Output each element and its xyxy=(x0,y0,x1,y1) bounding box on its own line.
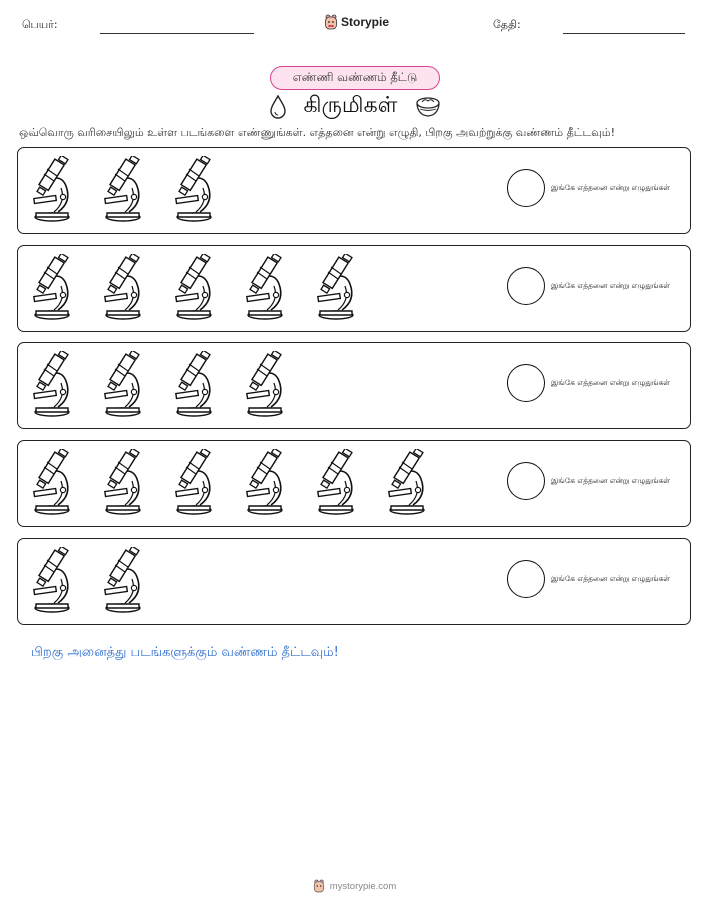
count-row xyxy=(17,147,691,234)
count-row xyxy=(17,245,691,332)
microscope-icon xyxy=(30,351,74,417)
mascot-icon xyxy=(313,879,325,893)
microscope-icon xyxy=(30,156,74,222)
answer-circle[interactable] xyxy=(507,364,545,402)
microscope-icon xyxy=(101,254,145,320)
bowl-icon xyxy=(414,95,442,119)
drop-icon xyxy=(268,94,288,120)
microscope-icon xyxy=(101,449,145,515)
count-row xyxy=(17,440,691,527)
answer-circle[interactable] xyxy=(507,169,545,207)
closing-instruction: பிறகு அனைத்து படங்களுக்கும் வண்ணம் தீட்டவும்! xyxy=(31,645,339,660)
microscope-icon xyxy=(243,449,287,515)
answer-label: இங்கே எத்தனை என்று எழுதுங்கள் xyxy=(551,183,671,192)
title-area xyxy=(0,92,709,122)
microscope-icon xyxy=(30,449,74,515)
microscope-icon xyxy=(101,156,145,222)
footer xyxy=(0,879,709,893)
microscope-icon xyxy=(101,547,145,613)
microscope-icon xyxy=(243,254,287,320)
name-label: பெயர்: xyxy=(22,18,58,31)
mascot-icon xyxy=(324,14,338,30)
footer-url: mystorypie.com xyxy=(329,880,397,892)
microscope-icon xyxy=(172,156,216,222)
date-line[interactable] xyxy=(563,33,685,34)
microscope-icon xyxy=(172,351,216,417)
microscope-icon xyxy=(243,351,287,417)
microscope-icon xyxy=(30,254,74,320)
date-label: தேதி: xyxy=(493,18,521,31)
activity-badge: எண்ணி வண்ணம் தீட்டு xyxy=(270,66,440,90)
count-row xyxy=(17,538,691,625)
answer-circle[interactable] xyxy=(507,267,545,305)
microscope-icon xyxy=(314,449,358,515)
microscope-icon xyxy=(172,449,216,515)
answer-label: இங்கே எத்தனை என்று எழுதுங்கள் xyxy=(551,476,671,485)
count-row xyxy=(17,342,691,429)
answer-circle[interactable] xyxy=(507,462,545,500)
answer-label: இங்கே எத்தனை என்று எழுதுங்கள் xyxy=(551,378,671,387)
page-title: கிருமிகள் xyxy=(303,93,398,118)
microscope-icon xyxy=(30,547,74,613)
microscope-icon xyxy=(385,449,429,515)
microscope-icon xyxy=(314,254,358,320)
microscope-icon xyxy=(101,351,145,417)
instructions: ஒவ்வொரு வரிசையிலும் உள்ள படங்களை எண்ணுங்கள். எத்தனை என்று எழுதி, பிறகு அவற்றுக்கு வண்ணம் தீட்டவும்! xyxy=(19,126,616,139)
answer-circle[interactable] xyxy=(507,560,545,598)
brand-logo xyxy=(324,14,389,30)
answer-label: இங்கே எத்தனை என்று எழுதுங்கள் xyxy=(551,281,671,290)
microscope-icon xyxy=(172,254,216,320)
answer-label: இங்கே எத்தனை என்று எழுதுங்கள் xyxy=(551,574,671,583)
name-line[interactable] xyxy=(100,33,254,34)
brand-name: Storypie xyxy=(341,15,390,29)
